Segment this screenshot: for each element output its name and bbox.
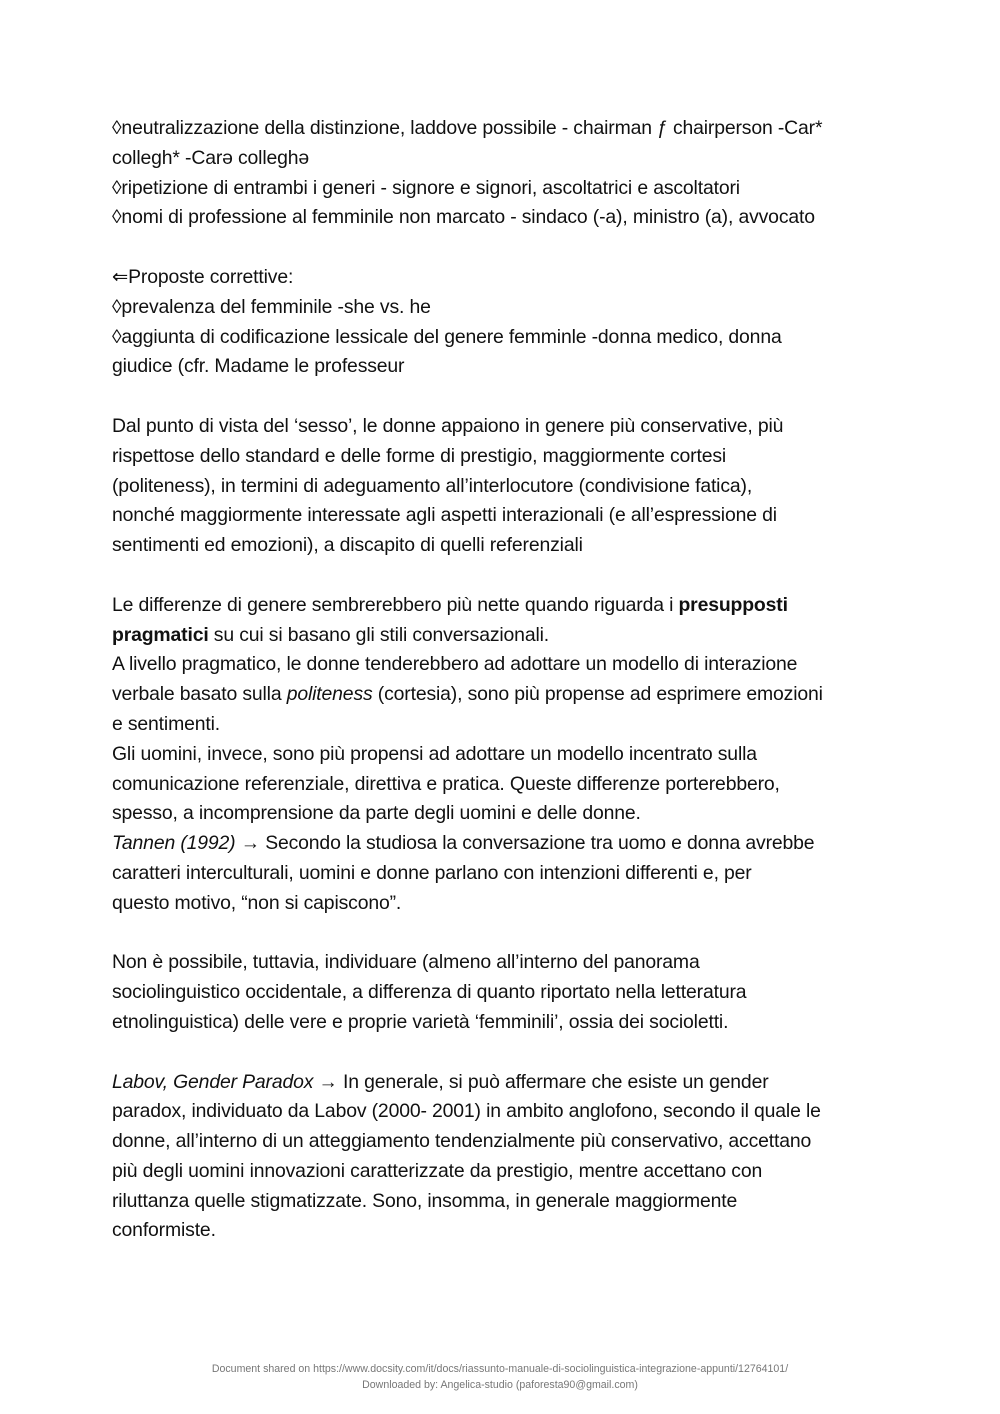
paragraph-gap <box>112 233 892 263</box>
paragraph-gap <box>112 919 892 949</box>
arrow-icon: → <box>235 832 266 855</box>
paragraph-line: riluttanza quelle stigmatizzate. Sono, insomma, in generale maggiormente <box>112 1189 738 1212</box>
footer-downloaded-by: Downloaded by: Angelica-studio (paforesta90@gmail.com) <box>362 1379 638 1391</box>
paragraph-line: collegh* -Carə colleghə <box>112 146 310 169</box>
paragraph-line <box>112 680 892 710</box>
paragraph-line: rispettose dello standard e delle forme di prestigio, maggiormente cortesi <box>112 444 727 467</box>
footer-shared-link[interactable]: Document shared on https://www.docsity.com/it/docs/riassunto-manuale-di-sociolinguistica-integrazione-appunti/12764101/ <box>211 1363 789 1375</box>
paragraph-line: comunicazione referenziale, direttiva e pratica. Queste differenze porterebbero, <box>112 772 780 795</box>
paragraph-line: sentimenti ed emozioni), a discapito di quelli referenziali <box>112 534 583 557</box>
paragraph-line: Gli uomini, invece, sono più propensi ad adottare un modello incentrato sulla <box>112 742 757 765</box>
italic-term: politeness <box>286 683 373 706</box>
text-run: In generale, si può affermare che esiste un gender <box>343 1070 769 1093</box>
paragraph-line: ◊neutralizzazione della distinzione, laddove possibile - chairman ƒ chairperson -Car* <box>112 117 823 139</box>
paragraph-line: spesso, a incomprensione da parte degli uomini e delle donne. <box>112 802 641 825</box>
paragraph-line: etnolinguistica) delle vere e proprie varietà ‘femminili’, ossia dei socioletti. <box>112 1010 729 1033</box>
paragraph-line: paradox, individuato da Labov (2000- 2001) in ambito anglofono, secondo il quale le <box>112 1100 821 1123</box>
paragraph-line: donne, all’interno di un atteggiamento tendenzialmente più conservativo, accettano <box>112 1130 812 1153</box>
paragraph-line: Non è possibile, tuttavia, individuare (almeno all’interno del panorama <box>112 951 700 974</box>
paragraph-line <box>112 621 892 651</box>
bold-term: presupposti <box>678 593 788 616</box>
text-run: verbale basato sulla <box>112 683 287 706</box>
paragraph-line: questo motivo, “non si capiscono”. <box>112 891 402 914</box>
arrow-icon: → <box>313 1070 344 1093</box>
paragraph-line: A livello pragmatico, le donne tenderebbero ad adottare un modello di interazione <box>112 653 798 676</box>
text-run: Le differenze di genere sembrerebbero più nette quando riguarda i <box>112 593 679 616</box>
paragraph-line: e sentimenti. <box>112 712 220 735</box>
paragraph-line: ⇐Proposte correttive: <box>112 265 294 288</box>
text-run: (cortesia), sono più propense ad esprimere emozioni <box>372 683 823 706</box>
paragraph-line: sociolinguistico occidentale, a differenza di quanto riportato nella letteratura <box>112 981 747 1004</box>
paragraph-gap <box>112 561 892 591</box>
italic-citation: Tannen (1992) <box>112 832 236 855</box>
paragraph-line: conformiste. <box>112 1219 216 1242</box>
paragraph-gap <box>112 382 892 412</box>
italic-citation: Labov, Gender Paradox <box>112 1070 314 1093</box>
paragraph-line: nonché maggiormente interessate agli aspetti interazionali (e all’espressione di <box>112 504 777 527</box>
bold-term: pragmatici <box>112 623 209 646</box>
paragraph-line: ◊aggiunta di codificazione lessicale del genere femminle -donna medico, donna <box>112 325 782 348</box>
paragraph-line: (politeness), in termini di adeguamento all’interlocutore (condivisione fatica), <box>112 474 753 497</box>
paragraph-line <box>112 829 892 859</box>
paragraph-line: più degli uomini innovazioni caratterizzate da prestigio, mentre accettano con <box>112 1159 763 1182</box>
paragraph-line <box>112 1068 892 1098</box>
text-run: su cui si basano gli stili conversazionali. <box>208 623 550 646</box>
paragraph-line: Dal punto di vista del ‘sesso’, le donne appaiono in genere più conservative, più <box>112 414 784 437</box>
paragraph-line: ◊nomi di professione al femminile non marcato - sindaco (-a), ministro (a), avvocato <box>112 206 815 229</box>
paragraph-line: ◊ripetizione di entrambi i generi - signore e signori, ascoltatrici e ascoltatori <box>112 176 740 199</box>
document-body <box>112 114 892 1246</box>
paragraph-line: ◊prevalenza del femminile -she vs. he <box>112 295 431 318</box>
paragraph-line <box>112 591 892 621</box>
text-run: Secondo la studiosa la conversazione tra uomo e donna avrebbe <box>265 832 815 855</box>
paragraph-line: giudice (cfr. Madame le professeur <box>112 355 405 378</box>
paragraph-gap <box>112 1038 892 1068</box>
paragraph-line: caratteri interculturali, uomini e donne parlano con intenzioni differenti e, per <box>112 861 752 884</box>
